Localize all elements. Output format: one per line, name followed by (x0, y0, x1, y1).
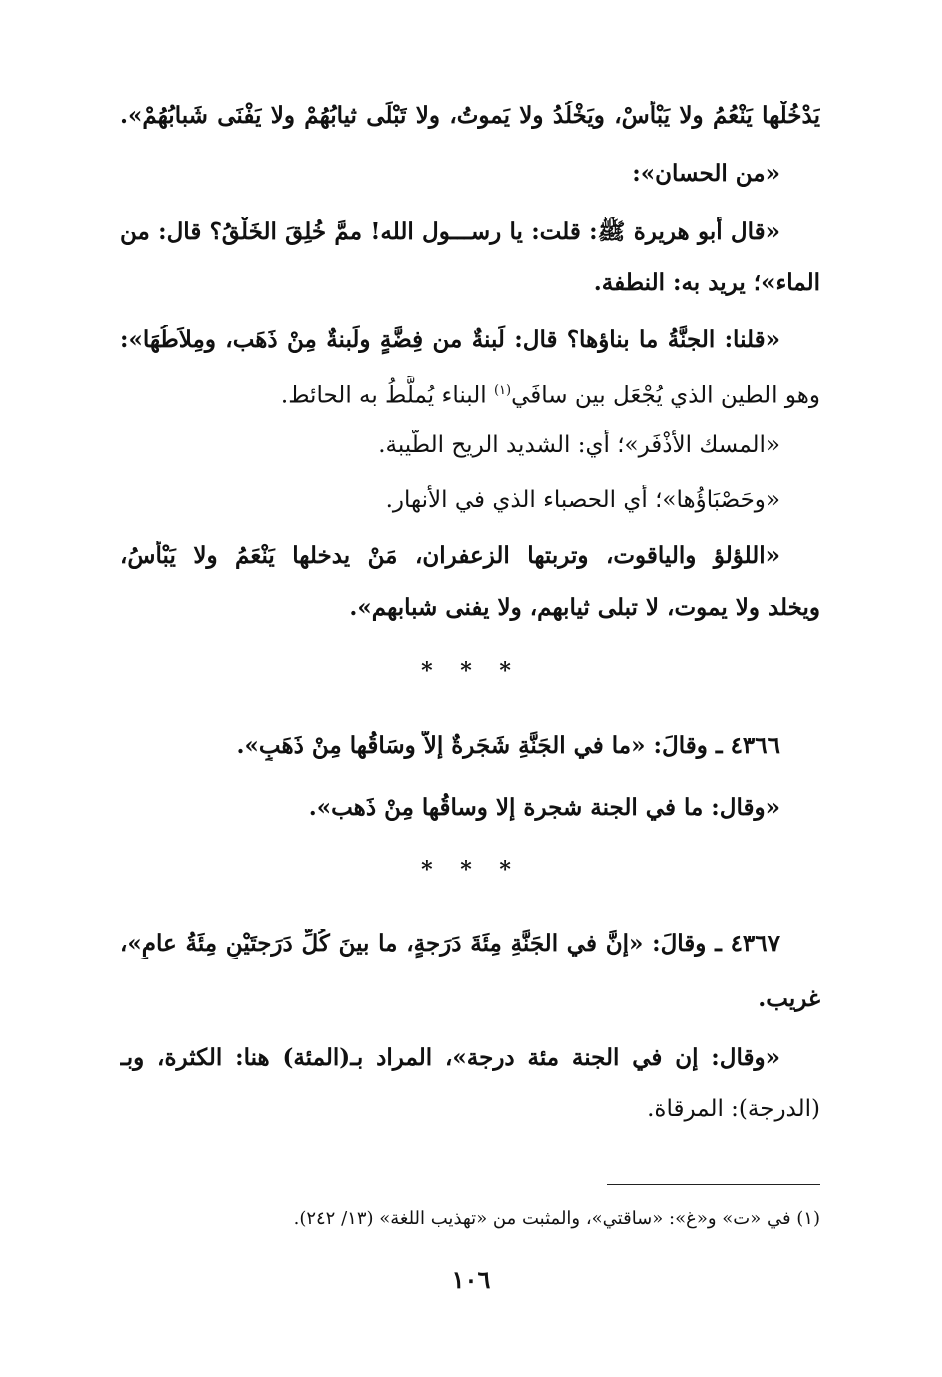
text-line-part: الماء»؛ يريد به: النطفة. (593, 269, 820, 296)
text-line (120, 268, 820, 298)
text-line-part: وهو الطين الذي يُجْعَل بين سافَي (511, 382, 820, 409)
text-line: يَدْخُلْها يَنْعُمُ ولا يَبْأَسْ، ويَخْلُدُ ولا يَموتُ، ولا تَبْلَى ثيابُهُمْ ولا يَفْنَى شَبابُهُمْ». (120, 102, 820, 129)
footnote: (١) في «ت» و«غ»: «ساقتي»، والمثبت من «تهذيب اللغة» (١٣/ ٢٤٢). (293, 1208, 820, 1229)
text-line: (الدرجة): المرقاة. (647, 1096, 820, 1122)
footnote-divider (607, 1184, 820, 1185)
text-line: «وقال: ما في الجنة شجرة إلا وساقُها مِنْ ذَهب». (308, 794, 780, 821)
text-line: «اللؤلؤ والياقوت، وتربتها الزعفران، مَنْ يدخلها يَنْعَمُ ولا يَبْأَسُ، (120, 542, 780, 569)
text-line-part: البناء يُملَّطُ به الحائط. (280, 382, 494, 409)
text-line: غريب. (758, 985, 820, 1012)
hadith-heading: ٤٣٦٦ ـ وقالَ: «ما في الجَنَّةِ شَجَرةٌ إلاَّ وسَاقُها مِنْ ذَهَبٍ». (236, 732, 780, 759)
text-line (120, 376, 820, 411)
text-line: «قلنا: الجنَّةُ ما بناؤها؟ قال: لَبنةٌ من فِضَّةٍ ولَبنةٌ مِنْ ذَهَب، ومِلاَطُهَا»: (120, 326, 780, 353)
separator-stars: * * * (421, 658, 521, 684)
page-number: ١٠٦ (451, 1265, 491, 1294)
text-line: «وحَصْبَاؤُها»؛ أي الحصباء الذي في الأنهار. (385, 487, 780, 513)
footnote-marker: (١) (493, 383, 512, 398)
text-line: «قال أبو هريرة ﷺ: قلت: يا رســـول الله! ممَّ خُلِقَ الخَلْقُ؟ قال: من (120, 218, 780, 245)
separator-stars: * * * (421, 857, 521, 883)
text-line: ويخلد ولا يموت، لا تبلى ثيابهم، ولا يفنى شبابهم». (349, 594, 820, 621)
section-heading: «من الحسان»: (632, 160, 780, 187)
text-line: «المسك الأَذْفَر»؛ أي: الشديد الريح الطَّيبة. (378, 432, 780, 458)
hadith-heading: ٤٣٦٧ ـ وقالَ: «إنَّ في الجَنَّةِ مِئَةَ دَرَجةٍ، ما بينَ كُلِّ دَرَجتَيْنِ مِئَةُ عامٍ»، (120, 930, 780, 957)
text-line: «وقال: إن في الجنة مئة درجة»، المراد بـ(المئة) هنا: الكثرة، وبـ (120, 1044, 780, 1071)
